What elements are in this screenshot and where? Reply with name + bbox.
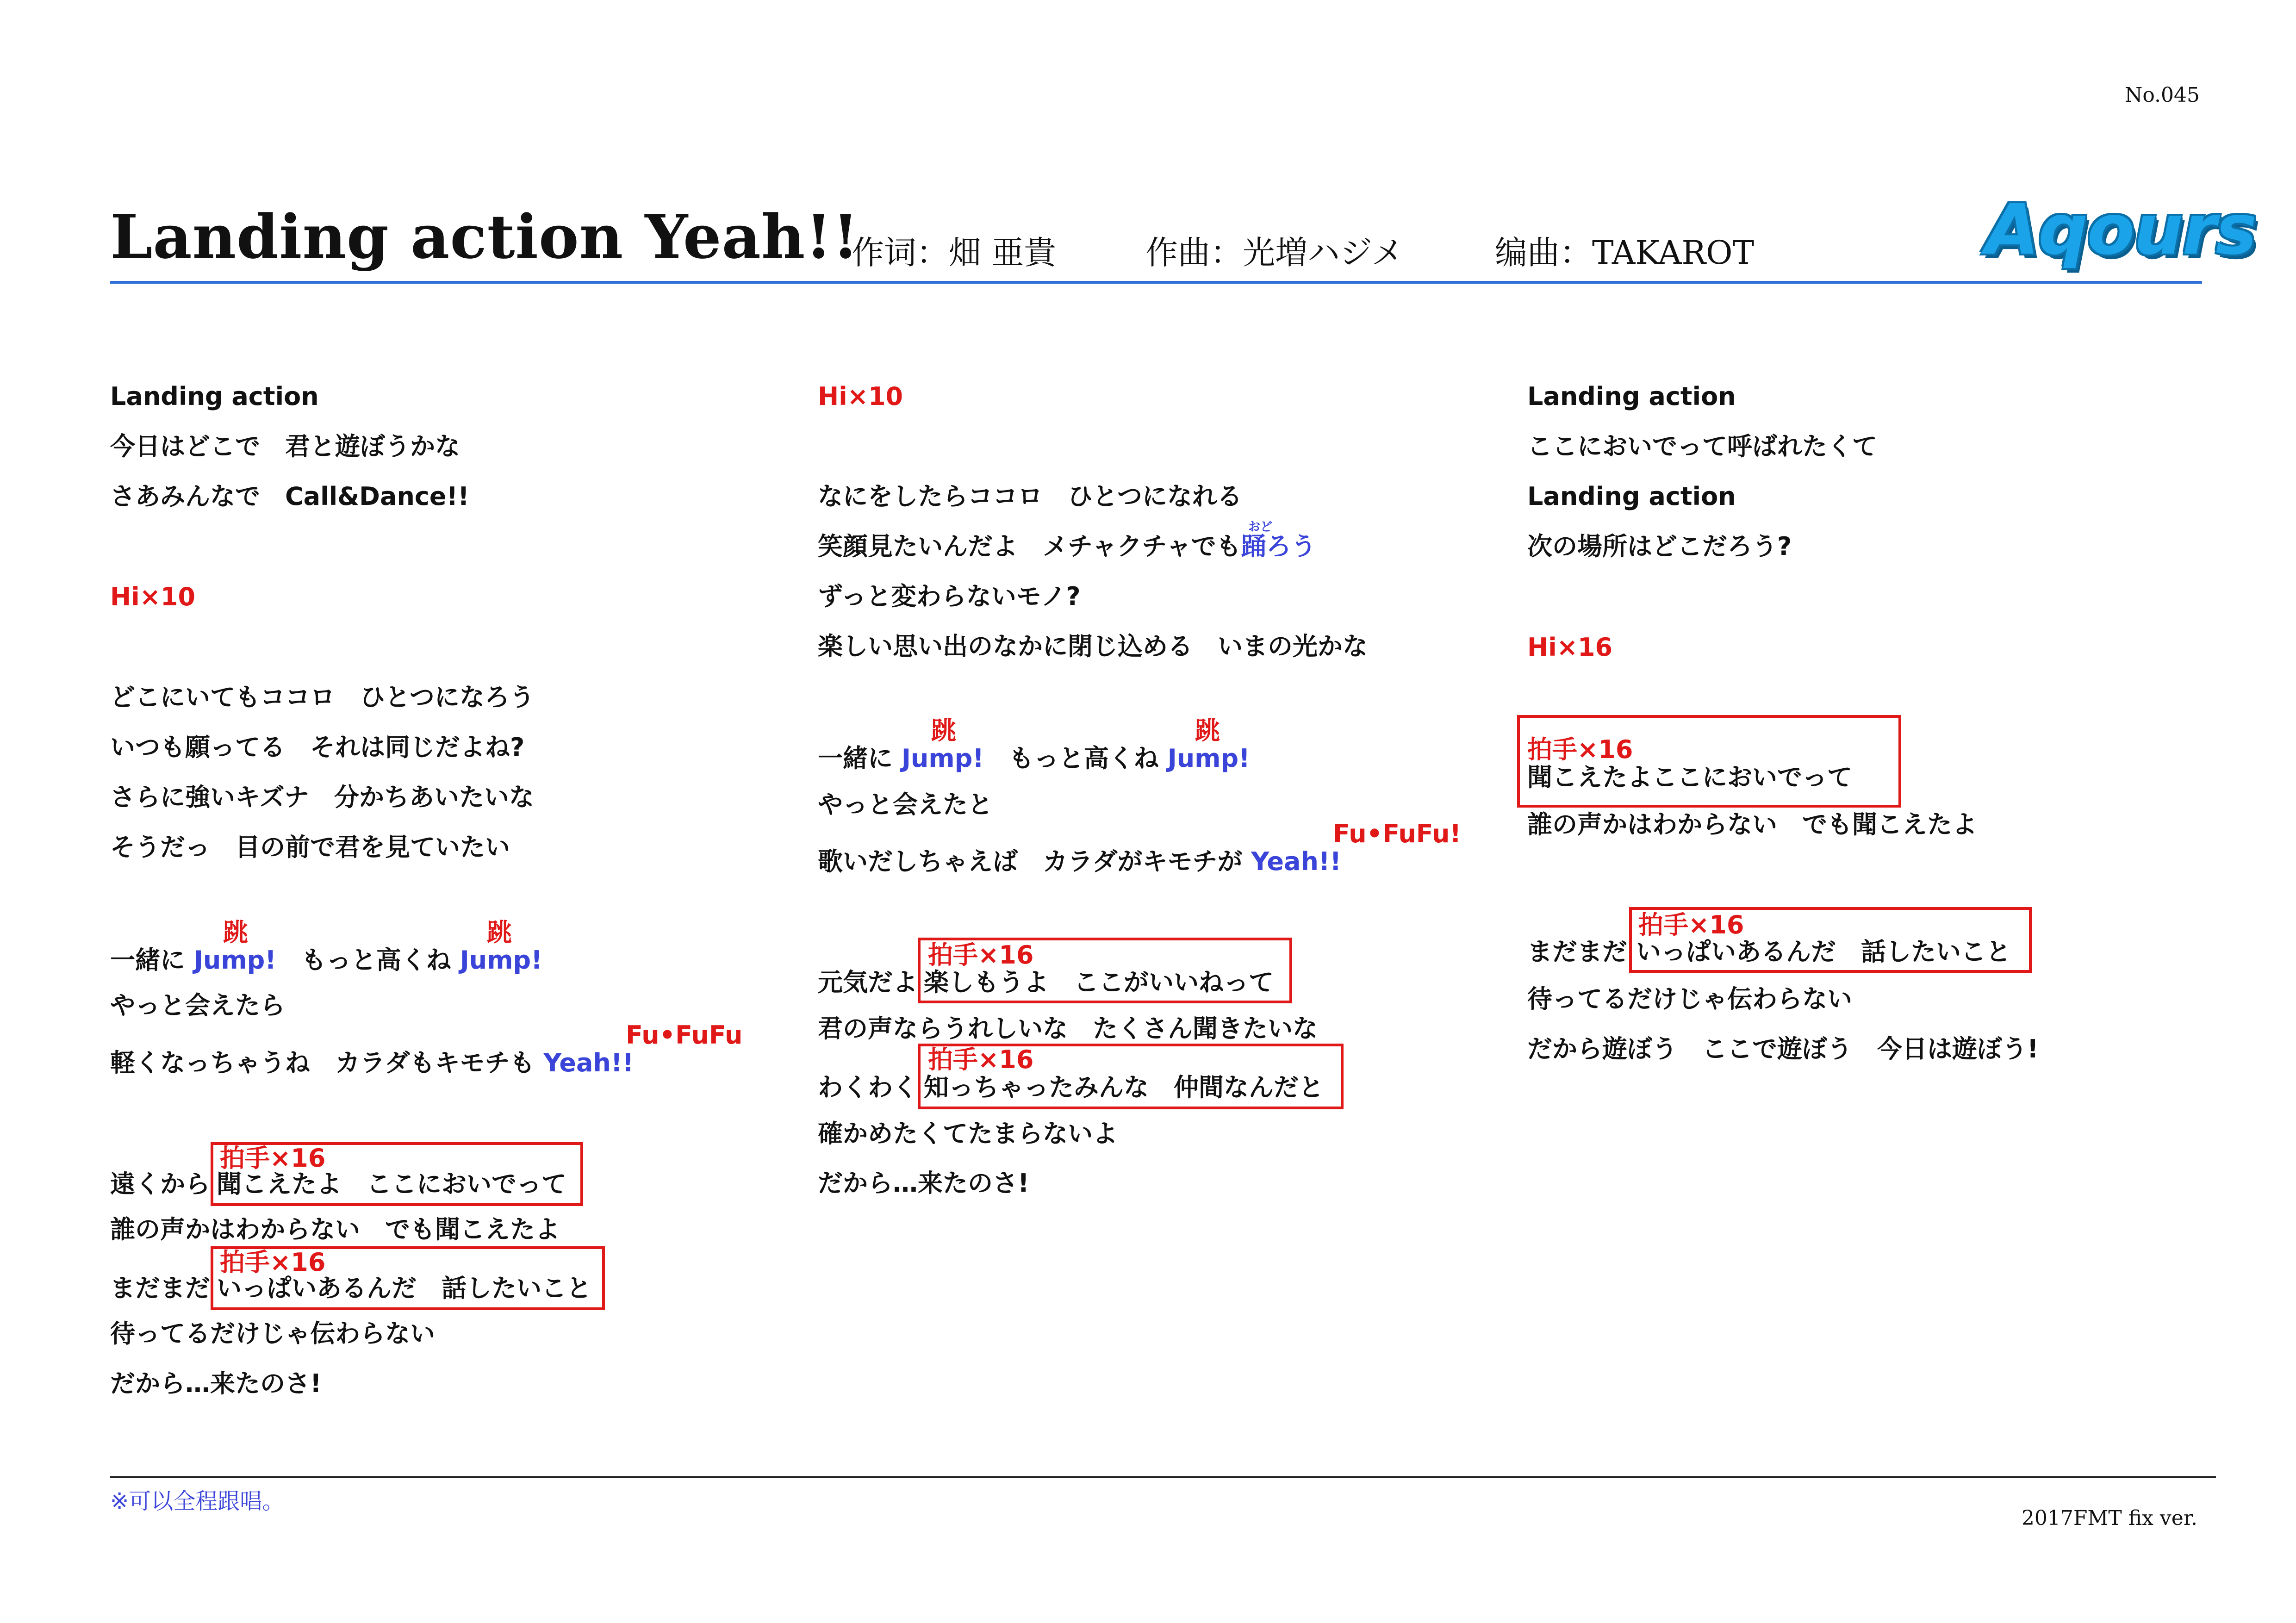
lyric-line: 待ってるだけじゃ伝わらない [110,1319,435,1348]
lyric-line: そうだっ 目の前で君を見ていたい [110,833,510,862]
lyric-text: もっと高くね [276,945,451,975]
lyric-line-boxed: いっぱいあるんだ 話したいこと [217,1274,591,1303]
lyric-text: 軽くなっちゃうね カラダもキモチも [110,1048,535,1077]
lyric-line-yeah [818,849,1341,874]
lyric-line-jump [818,746,1250,771]
lyric-line: 今日はどこで 君と遊ぼうかな [110,432,460,461]
lyric-line: 次の場所はどこだろう? [1527,532,1792,561]
lyric-text: 一緒に [818,744,893,773]
clap-annotation: 拍手×16 [1638,910,1744,939]
lyric-line-jump [110,945,542,975]
furigana: おど [1248,520,1273,534]
lyric-line-yeah [110,1048,634,1077]
lyric-line: Landing action [110,382,319,411]
lyric-line: 元気だよ [818,968,918,997]
footnote: ※可以全程跟唱。 [110,1488,285,1514]
lyric-line: わくわく [818,1073,918,1102]
clap-annotation: 拍手×16 [928,1045,1034,1074]
lyric-line: Landing action [1527,382,1736,411]
lyric-line: やっと会えたら [110,991,285,1020]
credit-lyrics: 作词：畑 亜貴 [852,234,1057,272]
lyric-line: いつも願ってる それは同じだよね? [110,733,525,762]
lyric-text: 笑顔見たいんだよ メチャクチャでも [818,532,1241,561]
song-title: Landing action Yeah!! [110,201,859,272]
call-annotation: 跳 [931,716,956,745]
lyric-line: 確かめたくてたまらないよ [818,1119,1118,1148]
lyric-line: ずっと変わらないモノ? [818,582,1081,611]
lyric-line-boxed: 楽しもうよ ここがいいねって [924,968,1274,997]
lyric-line: まだまだ [110,1274,210,1303]
lyric-line: 君の声ならうれしいな たくさん聞きたいな [818,1014,1318,1043]
call-jump: Jump! [901,744,984,773]
lyric-line: だから遊ぼう ここで遊ぼう 今日は遊ぼう! [1527,1034,2039,1063]
header-rule [110,281,2202,284]
clap-annotation: 拍手×16 [1527,735,1633,764]
lyric-line: 楽しい思い出のなかに閉じ込める いまの光かな [818,632,1368,661]
lyric-line: 待ってるだけじゃ伝わらない [1527,984,1852,1014]
lyric-line-boxed: 聞こえたよここにおいでって [1527,763,1852,792]
lyric-line-boxed: 聞こえたよ ここにおいでって [217,1169,566,1199]
lyric-emphasis: 踊ろう [1241,532,1316,561]
call-annotation: Fu•FuFu! [1333,819,1462,848]
call-annotation: 跳 [487,918,512,947]
lyric-line: まだまだ [1527,937,1627,966]
footer-rule [110,1476,2216,1478]
clap-annotation: 拍手×16 [220,1144,326,1173]
call-annotation: 跳 [1195,716,1220,745]
lyric-line-boxed: いっぱいあるんだ 話したいこと [1636,937,2011,966]
credit-composer: 作曲：光増ハジメ [1145,234,1404,272]
lyric-line: なにをしたらココロ ひとつになれる [818,482,1242,511]
call-yeah: Yeah!! [543,1048,634,1077]
clap-annotation: 拍手×16 [928,940,1034,970]
page-number: No.045 [2124,83,2200,107]
lyric-line: さあみんなで Call&Dance!! [110,482,469,511]
lyric-text: もっと高くね [983,744,1159,773]
lyric-line: だから…来たのさ! [818,1169,1029,1198]
lyric-line: だから…来たのさ! [110,1369,322,1398]
lyric-text: 一緒に [110,945,185,975]
lyric-line: ここにおいでって呼ばれたくて [1527,432,1877,461]
call-annotation: 跳 [223,918,248,947]
lyric-text: 歌いだしちゃえば カラダがキモチが [818,847,1243,876]
call-jump: Jump! [1167,744,1250,773]
clap-annotation: 拍手×16 [220,1248,326,1277]
call-annotation: Fu•FuFu [626,1020,743,1050]
lyric-line-boxed: 知っちゃったみんな 仲間なんだと [924,1073,1324,1102]
call-yeah: Yeah!! [1251,847,1342,876]
call-hi: Hi×16 [1527,633,1613,662]
aqours-logo: Aqours [1985,190,2256,270]
version-label: 2017FMT fix ver. [2021,1506,2197,1530]
lyric-line: どこにいてもココロ ひとつになろう [110,683,535,712]
call-jump: Jump! [460,945,542,975]
lyric-line: やっと会えたと [818,790,993,819]
lyric-line-dance [818,534,1316,559]
lyric-line: 誰の声かはわからない でも聞こえたよ [110,1215,560,1244]
lyric-line: 誰の声かはわからない でも聞こえたよ [1527,810,1977,839]
call-jump: Jump! [193,945,276,975]
lyric-line: 遠くから [110,1169,210,1199]
call-hi: Hi×10 [818,382,903,411]
credit-arranger: 编曲：TAKAROT [1495,234,1755,272]
lyric-line: さらに強いキズナ 分かちあいたいな [110,783,534,812]
lyric-line: Landing action [1527,482,1736,511]
call-hi: Hi×10 [110,582,196,611]
